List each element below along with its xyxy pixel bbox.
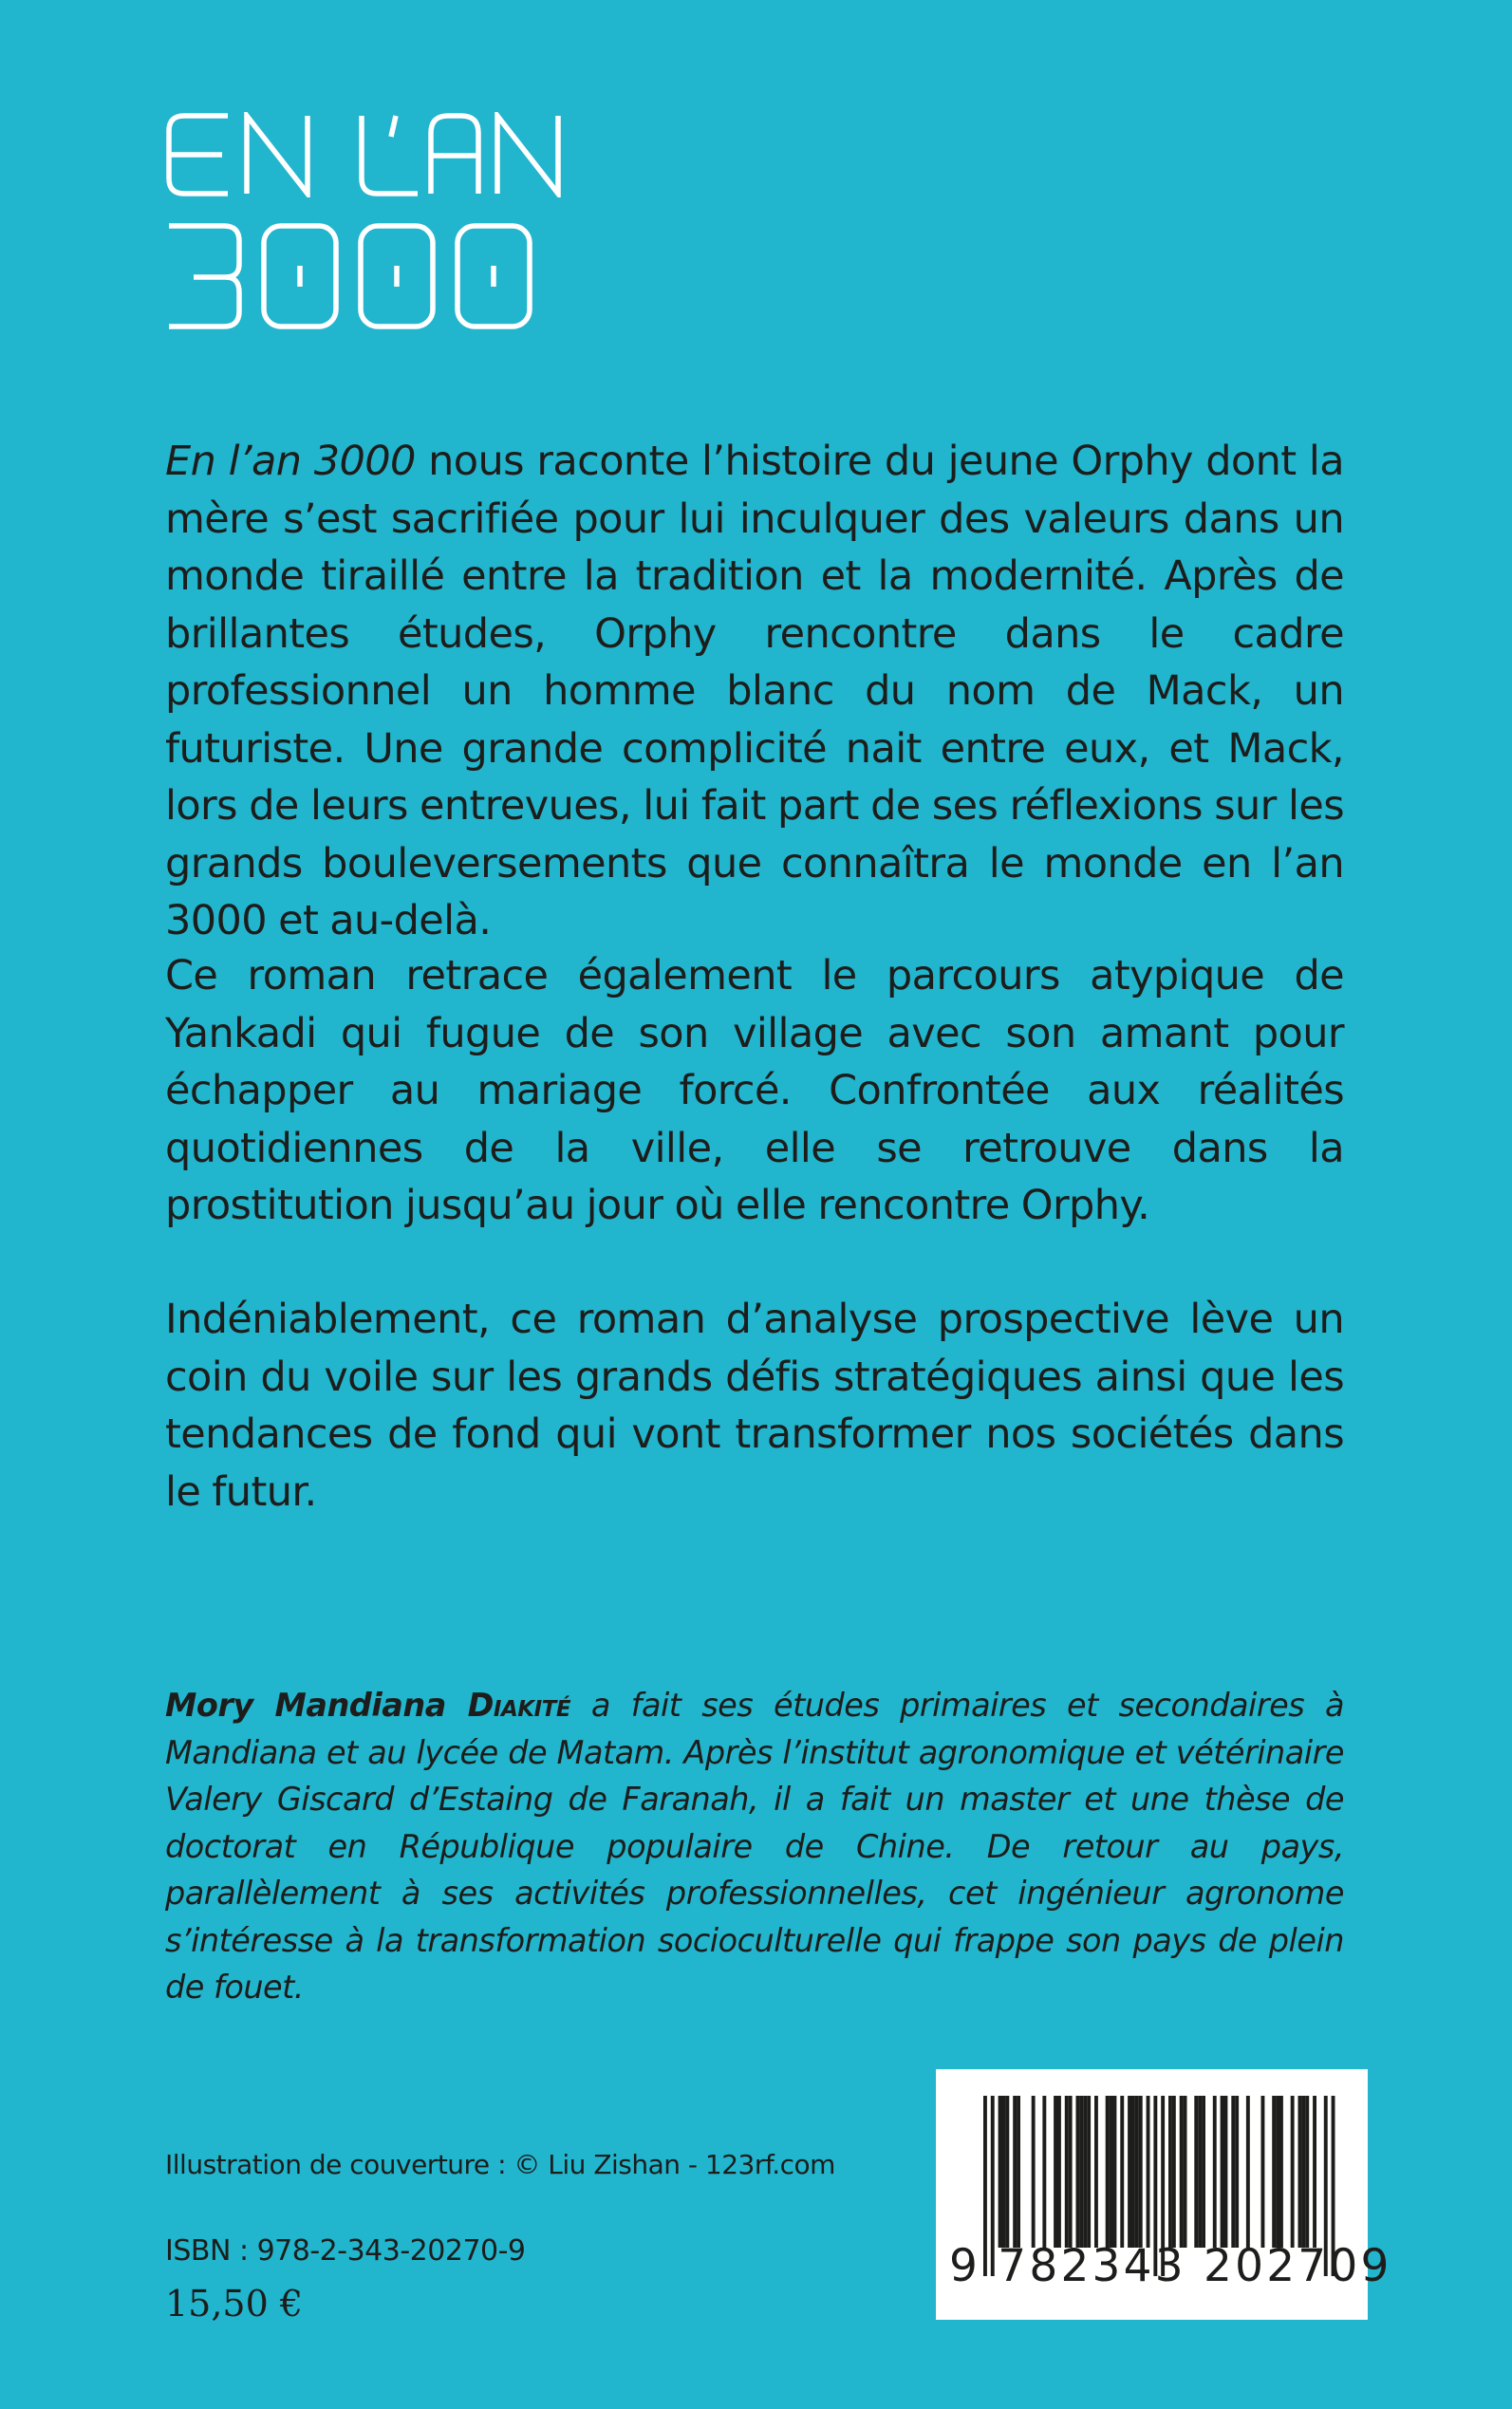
barcode-bar [1128,2096,1131,2248]
barcode-bar [1005,2096,1009,2248]
barcode-bar [1013,2096,1017,2248]
barcode-bar [1135,2096,1139,2248]
barcode-digits: 9 782343 202709 [949,2240,1392,2292]
isbn: ISBN : 978-2-343-20270-9 [165,2234,526,2268]
barcode-bar [1054,2096,1057,2248]
barcode-bar [1305,2096,1309,2248]
barcode-bar [999,2096,1002,2248]
barcode-bar [1094,2096,1098,2248]
barcode-bar [1261,2096,1265,2248]
barcode-bar [1231,2096,1235,2248]
barcode-bar [1224,2096,1228,2248]
barcode-bar [1235,2096,1239,2248]
barcode-bar [1069,2096,1073,2248]
price: 15,50 € [165,2283,304,2325]
barcode-bar [1184,2096,1187,2248]
barcode-bar [1087,2096,1091,2248]
barcode-bar [1291,2096,1295,2248]
blurb-paragraph-1 [165,433,1344,950]
barcode-bar [1198,2096,1202,2248]
barcode-bar [1113,2096,1117,2248]
title-line-2-graphic [165,220,564,334]
barcode-bar [1131,2096,1135,2248]
barcode-bar [1279,2096,1283,2248]
barcode [936,2069,1392,2320]
barcode-bar [1106,2096,1110,2248]
barcode-bar [1202,2096,1205,2248]
blurb-paragraph-2: Ce roman retrace également le parcours atypique de Yankadi qui fugue de son village avec son amant pour échapper au mariage forcé. Confrontée aux réalités quotidiennes de la ville, elle se retrouve dans la prostitution jusqu’au jour où elle rencontre Orphy. [165,952,1344,1229]
barcode-bar [1180,2096,1184,2248]
barcode-bar [1042,2096,1046,2248]
barcode-bar [1057,2096,1061,2248]
author-name-first: Mory Mandiana [165,1687,468,1724]
author-bio [165,1682,1344,2011]
barcode-bar [1168,2096,1172,2248]
author-name-last: Diakité [467,1687,571,1724]
barcode-bar [1221,2096,1224,2248]
barcode-bar [1083,2096,1087,2248]
barcode-bar [1213,2096,1217,2248]
barcode-bar [1065,2096,1069,2248]
barcode-bar [1079,2096,1083,2248]
barcode-bar [1032,2096,1036,2248]
barcode-bar [1172,2096,1176,2248]
barcode-bar [1110,2096,1113,2248]
barcode-bar [1017,2096,1020,2248]
barcode-bar [1002,2096,1006,2248]
barcode-bar [1246,2096,1250,2248]
barcode-bar [1298,2096,1302,2248]
barcode-bar [1120,2096,1124,2248]
title-line-1-graphic [165,112,564,197]
barcode-bar [1076,2096,1080,2248]
barcode-bar [1313,2096,1316,2248]
barcode-bar [1272,2096,1276,2248]
illustration-credit: Illustration de couverture : © Liu Zishan - 123rf.com [165,2149,835,2180]
barcode-bar [1194,2096,1198,2248]
barcode-bar [1139,2096,1143,2248]
blurb-paragraph-3: Indéniablement, ce roman d’analyse prospective lève un coin du voile sur les grands défis stratégiques ainsi que les tendances de fond qui vont transformer nos sociétés dans le futur. [165,1296,1344,1516]
blurb-paragraph-1-text: nous raconte l’histoire du jeune Orphy dont la mère s’est sacrifiée pour lui inculquer des valeurs dans un monde tiraillé entre la tradition et la modernité. Après de brillantes études, Orphy rencontre dans le cadre professionnel un homme blanc du nom de Mack, un futuriste. Une grande complicité nait entre eux, et Mack, lors de leurs entrevues, lui fait part de ses réflexions sur les grands bouleversements que connaîtra le monde en l’an 3000 et au-delà. [165,438,1344,944]
author-bio-text: a fait ses études primaires et secondaires à Mandiana et au lycée de Matam. Après l’institut agronomique et vétérinaire Valery Giscard d’Estaing de Faranah, il a fait un master et une thèse de doctorat en République populaire de Chine. De retour au pays, parallèlement à ses activités professionnelles, cet ingénieur agronome s’intéresse à la transformation socioculturelle qui frappe son pays de plein de fouet. [165,1687,1344,2006]
barcode-bar [1276,2096,1279,2248]
blurb-title-reference: En l’an 3000 [165,438,416,485]
barcode-bar [1301,2096,1305,2248]
barcode-bar [1147,2096,1150,2248]
